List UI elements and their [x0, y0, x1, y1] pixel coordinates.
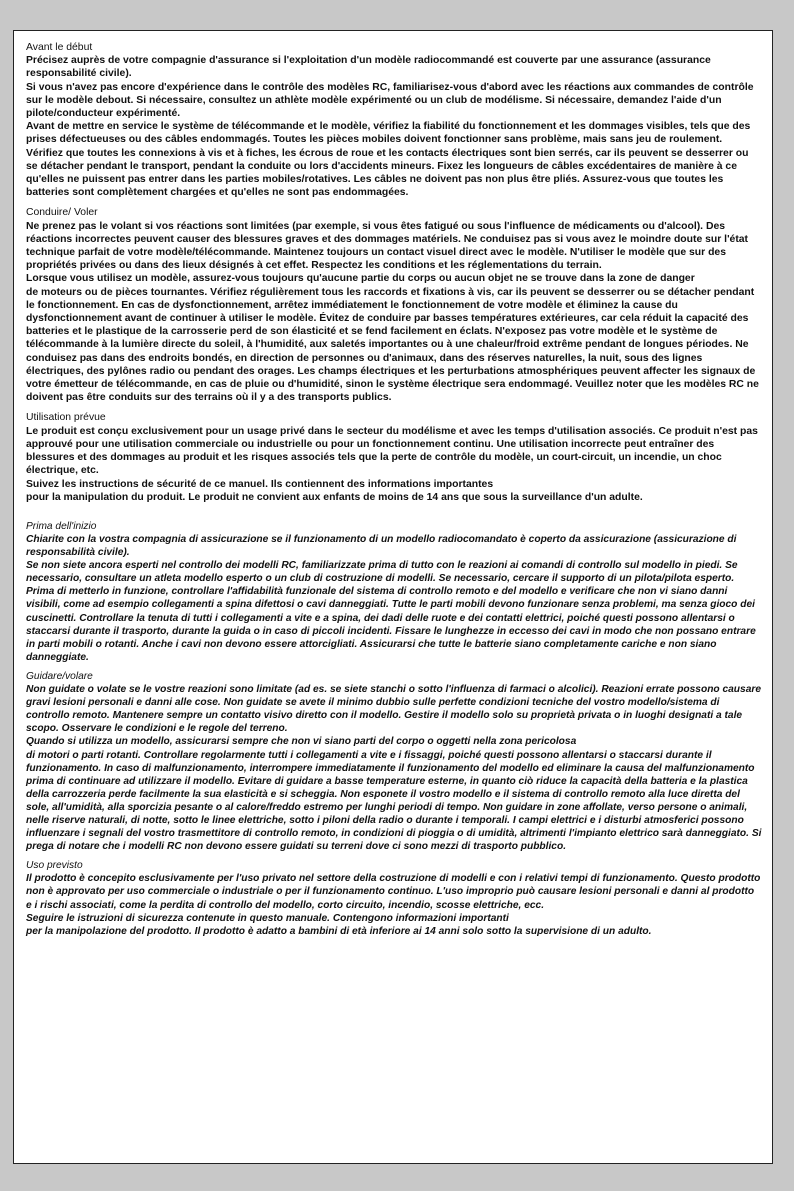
paragraph: Non guidate o volate se le vostre reazioni sono limitate (ad es. se siete stanchi o sotto l'influenza di farmaci o alcolici). Reazioni errate possono causare gravi lesioni personali e danni alle cose. Non guidate se avete il minimo dubbio sulle perfette condizioni tecniche del vostro modello/sistema di controllo remoto. Mantenere sempre un contatto visivo diretto con il modello. Gestire il modello solo su proprietà privata o in luoghi designati a tale scopo. Osservare le condizioni e le regole del terreno.	[26, 684, 761, 735]
section-driving-it	[26, 670, 762, 853]
section-heading: Uso previsto	[26, 860, 83, 872]
section-heading: Utilisation prévue	[26, 412, 106, 424]
paragraph: Seguire le istruzioni di sicurezza contenute in questo manuale. Contengono informazioni importanti	[26, 912, 509, 924]
paragraph: Le produit est conçu exclusivement pour un usage privé dans le secteur du modélisme et avec les temps d'utilisation associés. Ce produit n'est pas approuvé pour une utilisation commerciale ou industrielle ou pour un fonctionnement continu. Une utilisation incorrecte peut entraîner des blessures et des dommages au produit et les risques associés tels que la perte de contrôle du modèle, un court-circuit, un incendie, un choc électrique, etc.	[26, 425, 758, 477]
section-heading: Avant le début	[26, 42, 93, 53]
paragraph: Si vous n'avez pas encore d'expérience dans le contrôle des modèles RC, familiarisez-vous d'abord avec les réactions aux commandes de contrôle sur le modèle debout. Si nécessaire, consultez un athlète modèle expérimenté ou un club de modélisme. Si nécessaire, demandez l'aide d'un pilote/conducteur expérimenté.	[26, 81, 754, 120]
paragraph: de moteurs ou de pièces tournantes. Vérifiez régulièrement tous les raccords et fixations à vis, car ils peuvent se desserrer ou se détacher pendant le fonctionnement. En cas de dysfonctionnement, arrêtez immédiatement le fonctionnement de votre modèle et éliminez la cause du dysfonctionnement avant de continuer à utiliser le modèle. Évitez de conduire par basses températures extérieures, car cela réduit la capacité des batteries et le plastique de la carrosserie perd de son élasticité et se fend facilement en éclats. N'exposez pas votre modèle et le système de télécommande à la lumière directe du soleil, à l'humidité, aux saletés importantes ou à une chaleur/froid extrême pendant de longues périodes. Ne conduisez pas dans des endroits bondés, en direction de personnes ou d'animaux, dans des réserves naturelles, la nuit, sous des lignes électriques, des pylônes radio ou pendant des orages. Les champs électriques et les perturbations atmosphériques peuvent affecter les signaux de votre émetteur de télécommande, en cas de pluie ou d'humidité, sinon le système électrique sera endommagé. Veuillez noter que les modèles RC ne doivent pas être conduits sur des terrains où il y a des transports publics.	[26, 286, 759, 404]
paragraph: Il prodotto è concepito esclusivamente per l'uso privato nel settore della costruzione di modelli e con i relativi tempi di funzionamento. Questo prodotto non è approvato per uso commerciale o industriale o per il funzionamento continuo. L'uso improprio può causare lesioni personali e danni al prodotto e i rischi associati, come la perdita di controllo del modello, corto circuito, incendio, scosse elettriche, ecc.	[26, 873, 761, 911]
italian-text-block	[26, 520, 762, 938]
section-before-start-fr	[26, 41, 762, 199]
paragraph: Prima di metterlo in funzione, controllare l'affidabilità funzionale del sistema di controllo remoto e del modello e verificare che non vi siano danni visibili, come ad esempio collegamenti a spina difettosi o cavi danneggiati. Tutte le parti mobili devono funzionare senza problemi, ma senza gioco dei cuscinetti. Controllare la tenuta di tutti i collegamenti a vite e a spina, dei dadi delle ruote e dei contatti elettrici, poiché questi possono allentarsi o staccarsi durante il trasporto, durante la guida o in caso di piccoli incidenti. Fissare le lunghezze in eccesso dei cavi in modo che non possano entrare in parti mobili o rotanti. Anche i cavi non devono essere attorcigliati. Assicurarsi che tutte le batterie siano completamente cariche e non siano danneggiate.	[26, 586, 756, 663]
section-intended-use-it	[26, 859, 762, 938]
section-before-start-it	[26, 520, 762, 664]
section-driving-fr	[26, 206, 762, 404]
paragraph: Chiarite con la vostra compagnia di assicurazione se il funzionamento di un modello radiocomandato è coperto da assicurazione (assicurazione di responsabilità civile).	[26, 534, 737, 559]
paragraph: pour la manipulation du produit. Le produit ne convient aux enfants de moins de 14 ans que sous la surveillance d'un adulte.	[26, 491, 643, 503]
manual-page	[13, 30, 773, 1164]
french-text-block	[26, 41, 762, 504]
paragraph: Se non siete ancora esperti nel controllo dei modelli RC, familiarizzate prima di tutto con le reazioni ai comandi di controllo sul modello in piedi. Se necessario, consultare un atleta modello esperto o un club di costruzione di modelli. Se necessario, cercare il supporto di un pilota/pilota esperto.	[26, 560, 738, 585]
paragraph: Lorsque vous utilisez un modèle, assurez-vous toujours qu'aucune partie du corps ou aucun objet ne se trouve dans la zone de danger	[26, 273, 695, 285]
paragraph: Précisez auprès de votre compagnie d'assurance si l'exploitation d'un modèle radiocommandé est couverte par une assurance (assurance responsabilité civile).	[26, 55, 711, 80]
section-heading: Prima dell'inizio	[26, 520, 97, 532]
section-heading: Guidare/volare	[26, 670, 93, 682]
paragraph: Quando si utilizza un modello, assicurarsi sempre che non vi siano parti del corpo o oggetti nella zona pericolosa	[26, 736, 577, 748]
section-heading: Conduire/ Voler	[26, 207, 98, 219]
paragraph: Ne prenez pas le volant si vos réactions sont limitées (par exemple, si vous êtes fatigué ou sous l'influence de médicaments ou d'alcool). Des réactions incorrectes peuvent causer des blessures graves et des dommages matériels. Ne conduisez pas si vous avez le moindre doute sur l'état technique parfait de votre modèle/télécommande. Maintenez toujours un contact visuel direct avec le modèle. N'utiliser le modèle que sur des propriétés privées ou dans des lieux désignés à cet effet. Respectez les conditions et les réglementations du terrain.	[26, 220, 749, 272]
paragraph: per la manipolazione del prodotto. Il prodotto è adatto a bambini di età inferiore ai 14 anni solo sotto la supervisione di un adulto.	[26, 925, 652, 937]
paragraph: di motori o parti rotanti. Controllare regolarmente tutti i collegamenti a vite e i fissaggi, poiché questi possono allentarsi o staccarsi durante il funzionamento. In caso di malfunzionamento, interrompere immediatamente il funzionamento del modello ed eliminare la causa del malfunzionamento prima di continuare ad utilizzare il modello. Evitare di guidare a basse temperature esterne, in quanto ciò riduce la capacità della batteria e la plastica della carrozzeria perde facilmente la sua elasticità e si scheggia. Non esponete il vostro modello e il sistema di controllo remoto alla luce diretta del sole, all'umidità, alla sporcizia pesante o al calore/freddo estremo per lunghi periodi di tempo. Non guidare in zone affollate, verso persone o animali, nelle riserve naturali, di notte, sotto le linee elettriche, sotto i piloni della radio o durante i temporali. I campi elettrici e i disturbi atmosferici possono influenzare i segnali del vostro trasmettitore di controllo remoto, in condizioni di pioggia o di umidità, altrimenti l'impianto elettrico sarà danneggiato. Si prega di notare che i modelli RC non devono essere guidati su terreni dove ci sono mezzi di trasporto pubblico.	[26, 749, 762, 853]
paragraph: Suivez les instructions de sécurité de ce manuel. Ils contiennent des informations importantes	[26, 478, 494, 490]
paragraph: Avant de mettre en service le système de télécommande et le modèle, vérifiez la fiabilité du fonctionnement et les dommages visibles, tels que des prises défectueuses ou des câbles endommagés. Toutes les pièces mobiles doivent fonctionner sans problème, mais sans jeu de roulement. Vérifiez que toutes les connexions à vis et à fiches, les écrous de roue et les contacts électriques sont bien serrés, car ils peuvent se desserrer ou se détacher pendant le transport, pendant la conduite ou lors d'accidents mineurs. Fixez les longueurs de câbles excédentaires de manière à ce qu'elles ne puissent pas entrer dans les parties mobiles/rotatives. Les câbles ne doivent pas non plus être pliés. Assurez-vous que toutes les batteries sont complètement chargées et qu'elles ne sont pas endommagées.	[26, 121, 751, 199]
section-intended-use-fr	[26, 411, 762, 503]
